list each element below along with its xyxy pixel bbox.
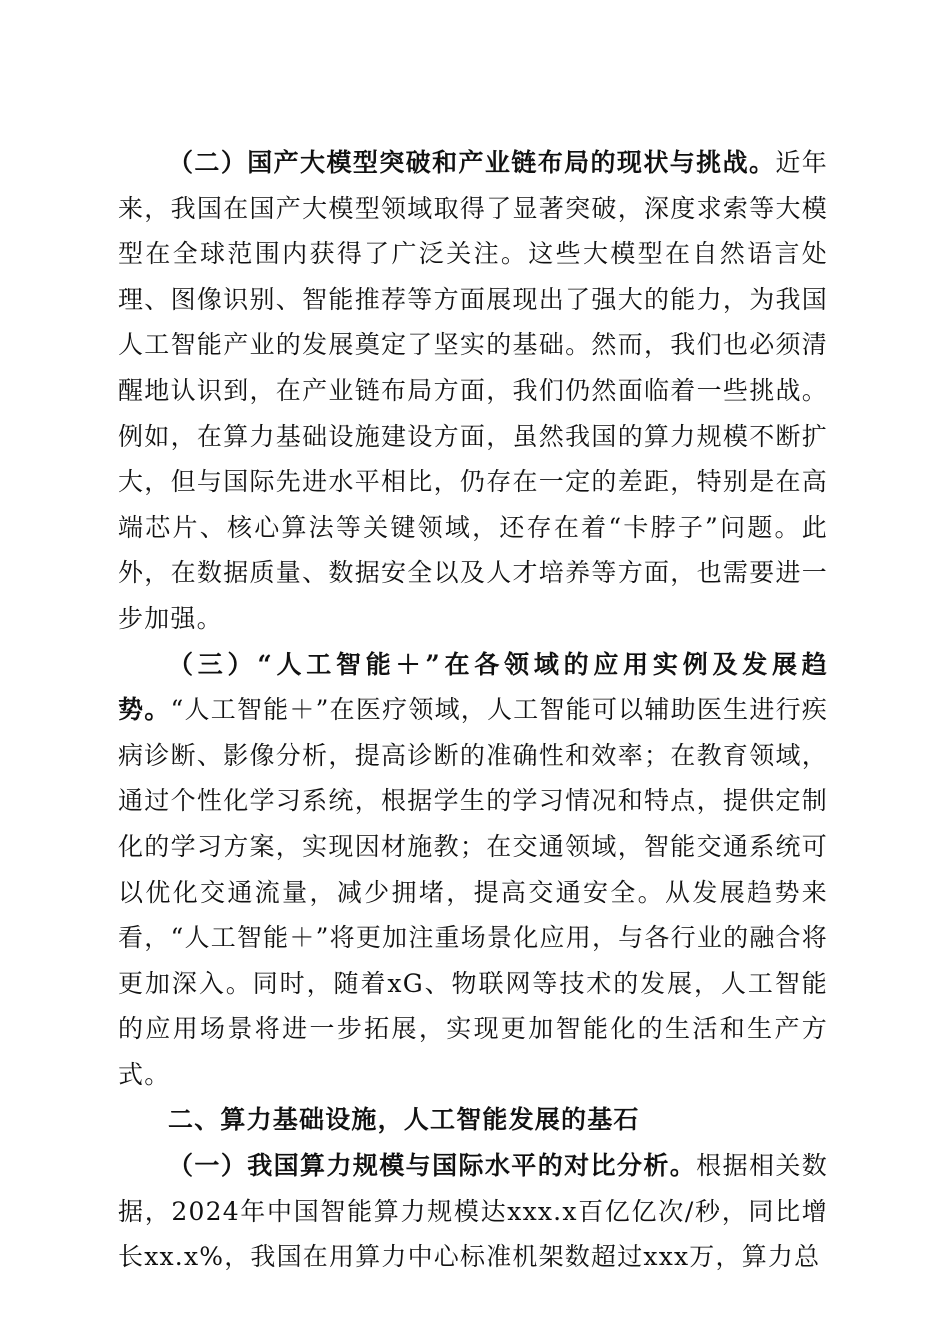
paragraph-ai-plus-applications (118, 642, 828, 1098)
paragraph-subhead: （二）国产大模型突破和产业链布局的现状与挑战。 (168, 148, 776, 177)
paragraph-subhead: （一）我国算力规模与国际水平的对比分析。 (168, 1151, 697, 1181)
paragraph-subhead: （三）“人工智能＋”在各领域的应用实例及发展趋势。 (118, 649, 828, 725)
paragraph-text: 根据相关数据，2024年中国智能算力规模达xxx.x百亿亿次/秒，同比增长xx.x%，我国在用算力中心标准机架数超过xxx万，算力总 (118, 1151, 828, 1272)
paragraph-llm-breakthrough (118, 140, 828, 642)
section-heading: 二、算力基础设施，人工智能发展的基石 (168, 1105, 640, 1135)
paragraph-text: 近年来，我国在国产大模型领域取得了显著突破，深度求索等大模型在全球范围内获得了广泛关注。这些大模型在自然语言处理、图像识别、智能推荐等方面展现出了强大的能力，为我国人工智能产业的发展奠定了坚实的基础。然而，我们也必须清醒地认识到，在产业链布局方面，我们仍然面临着一些挑战。例如，在算力基础设施建设方面，虽然我国的算力规模不断扩大，但与国际先进水平相比，仍存在一定的差距，特别是在高端芯片、核心算法等关键领域，还存在着“卡脖子”问题。此外，在数据质量、数据安全以及人才培养等方面，也需要进一步加强。 (118, 148, 828, 633)
paragraph-compute-comparison (118, 1143, 828, 1280)
paragraph-text: “人工智能＋”在医疗领域，人工智能可以辅助医生进行疾病诊断、影像分析，提高诊断的准确性和效率；在教育领域，通过个性化学习系统，根据学生的学习情况和特点，提供定制化的学习方案，实现因材施教；在交通领域，智能交通系统可以优化交通流量，减少拥堵，提高交通安全。从发展趋势来看，“人工智能＋”将更加注重场景化应用，与各行业的融合将更加深入。同时，随着xG、物联网等技术的发展，人工智能的应用场景将进一步拓展，实现更加智能化的生活和生产方式。 (118, 695, 828, 1089)
document-body (118, 140, 828, 1280)
